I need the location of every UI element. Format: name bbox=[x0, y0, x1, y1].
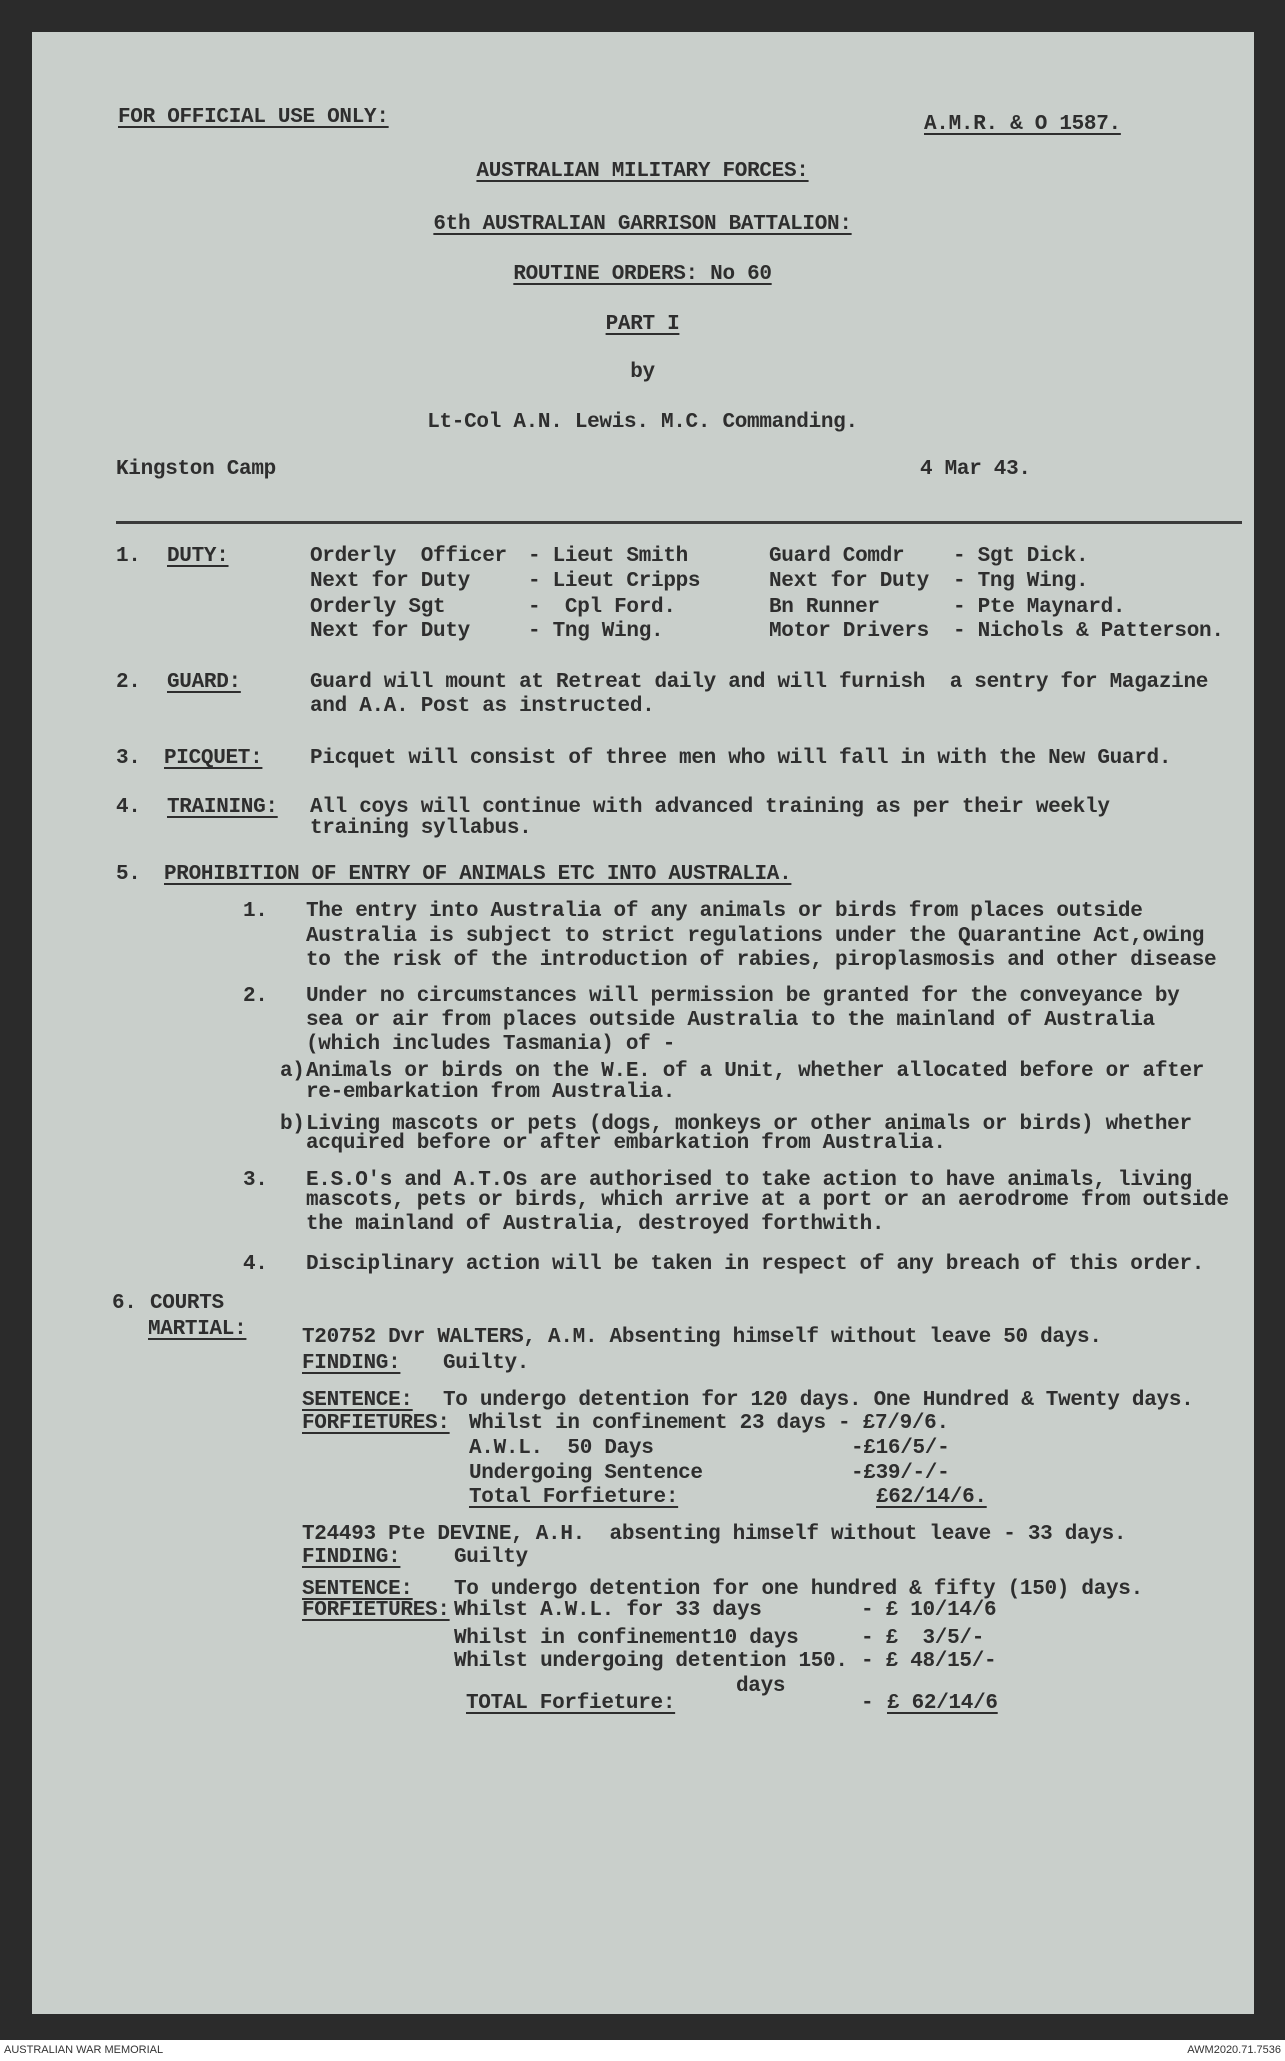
item-text: sea or air from places outside Australia to the mainland of Australia bbox=[306, 1009, 1155, 1032]
official-use-label: FOR OFFICIAL USE ONLY: bbox=[118, 106, 389, 129]
divider bbox=[116, 521, 1242, 524]
total-dash: - bbox=[861, 1692, 874, 1715]
charge-walters: T20752 Dvr WALTERS, A.M. Absenting himself without leave 50 days. bbox=[302, 1326, 1102, 1349]
duty-role: Motor Drivers bbox=[769, 620, 929, 643]
duty-role: Next for Duty bbox=[769, 570, 929, 593]
section-heading-picquet: PICQUET: bbox=[164, 747, 263, 770]
title-by: by bbox=[630, 361, 655, 384]
finding-label: FINDING: bbox=[302, 1352, 401, 1375]
title-orders: ROUTINE ORDERS: No 60 bbox=[513, 263, 772, 286]
duty-name: - Cpl Ford. bbox=[528, 596, 676, 619]
item-text: Living mascots or pets (dogs, monkeys or other animals or birds) whether bbox=[306, 1113, 1192, 1136]
duty-name: - Sgt Dick. bbox=[953, 545, 1089, 568]
item-text: acquired before or after embarkation from Australia. bbox=[306, 1132, 946, 1155]
duty-name: - Tng Wing. bbox=[953, 570, 1089, 593]
section-number: 3. bbox=[116, 747, 141, 770]
section-number: 6. bbox=[112, 1292, 137, 1315]
item-text: E.S.O's and A.T.Os are authorised to take action to have animals, living bbox=[306, 1169, 1192, 1192]
picquet-text: Picquet will consist of three men who will fall in with the New Guard. bbox=[310, 747, 1172, 770]
duty-name: - Pte Maynard. bbox=[953, 596, 1126, 619]
duty-role: Orderly Sgt bbox=[310, 596, 446, 619]
training-text: All coys will continue with advanced training as per their weekly bbox=[310, 796, 1110, 819]
title-forces: AUSTRALIAN MILITARY FORCES: bbox=[476, 160, 809, 183]
item-text: Australia is subject to strict regulations under the Quarantine Act,owing bbox=[306, 925, 1205, 948]
commanding-officer: Lt-Col A.N. Lewis. M.C. Commanding. bbox=[427, 411, 858, 434]
forfeitures-label: FORFIETURES: bbox=[302, 1599, 450, 1622]
item-text: the mainland of Australia, destroyed forthwith. bbox=[306, 1213, 885, 1236]
duty-role: Orderly Officer bbox=[310, 545, 507, 568]
item-text: re-embarkation from Australia. bbox=[306, 1081, 676, 1104]
duty-name: - Lieut Cripps bbox=[528, 570, 701, 593]
title-part: PART I bbox=[605, 313, 680, 336]
training-text: training syllabus. bbox=[310, 817, 532, 840]
section-heading-duty: DUTY: bbox=[167, 545, 229, 568]
forfeiture-amount: - £ 3/5/- bbox=[861, 1627, 985, 1650]
finding-value: Guilty bbox=[454, 1546, 528, 1569]
section-heading-guard: GUARD: bbox=[167, 671, 241, 694]
item-text: (which includes Tasmania) of - bbox=[306, 1033, 676, 1056]
section-number: 2. bbox=[116, 671, 141, 694]
duty-name: - Tng Wing. bbox=[528, 620, 664, 643]
finding-label: FINDING: bbox=[302, 1546, 401, 1569]
forfeiture-amount: -£16/5/- bbox=[851, 1437, 950, 1460]
footer-institution: AUSTRALIAN WAR MEMORIAL bbox=[4, 2044, 164, 2056]
section-heading-martial: MARTIAL: bbox=[148, 1318, 247, 1341]
forfeiture-amount: -£39/-/- bbox=[851, 1462, 950, 1485]
item-text: Under no circumstances will permission be granted for the conveyance by bbox=[306, 985, 1180, 1008]
footer-accession-number: AWM2020.71.7536 bbox=[1187, 2044, 1281, 2056]
item-text: mascots, pets or birds, which arrive at a port or an aerodrome from outside bbox=[306, 1189, 1229, 1212]
item-text: Animals or birds on the W.E. of a Unit, whether allocated before or after bbox=[306, 1060, 1205, 1083]
duty-role: Next for Duty bbox=[310, 570, 470, 593]
duty-name: - Lieut Smith bbox=[528, 545, 688, 568]
forfeiture-item: A.W.L. 50 Days bbox=[469, 1437, 654, 1460]
duty-role: Guard Comdr bbox=[769, 545, 905, 568]
item-number: 1. bbox=[243, 900, 268, 923]
item-number: 2. bbox=[243, 985, 268, 1008]
forfeiture-amount: - £ 48/15/- bbox=[861, 1650, 997, 1673]
order-date: 4 Mar 43. bbox=[920, 458, 1031, 481]
guard-text: Guard will mount at Retreat daily and will furnish a sentry for Magazine bbox=[310, 671, 1209, 694]
sentence-value: To undergo detention for 120 days. One Hundred & Twenty days. bbox=[443, 1389, 1194, 1412]
section-heading-prohibition: PROHIBITION OF ENTRY OF ANIMALS ETC INTO AUSTRALIA. bbox=[164, 863, 792, 886]
title-battalion: 6th AUSTRALIAN GARRISON BATTALION: bbox=[433, 213, 852, 236]
item-text: The entry into Australia of any animals or birds from places outside bbox=[306, 900, 1143, 923]
forfeiture-item: Whilst in confinement 23 days - £7/9/6. bbox=[469, 1412, 949, 1435]
forfeiture-item: Whilst in confinement10 days bbox=[454, 1627, 799, 1650]
forfeiture-item: Whilst A.W.L. for 33 days bbox=[454, 1599, 762, 1622]
total-forfeiture-amount: £62/14/6. bbox=[876, 1486, 987, 1509]
forfeiture-item: Undergoing Sentence bbox=[469, 1462, 703, 1485]
item-letter: a) bbox=[280, 1060, 305, 1083]
reference-number: A.M.R. & O 1587. bbox=[924, 113, 1121, 136]
duty-role: Bn Runner bbox=[769, 596, 880, 619]
forfeitures-label: FORFIETURES: bbox=[302, 1412, 450, 1435]
guard-text: and A.A. Post as instructed. bbox=[310, 695, 655, 718]
section-number: 4. bbox=[116, 796, 141, 819]
charge-devine: T24493 Pte DEVINE, A.H. absenting himself without leave - 33 days. bbox=[302, 1523, 1127, 1546]
section-heading-training: TRAINING: bbox=[167, 796, 278, 819]
finding-value: Guilty. bbox=[443, 1352, 530, 1375]
forfeiture-days: days bbox=[736, 1675, 786, 1698]
total-forfeiture-label: Total Forfieture: bbox=[469, 1486, 679, 1509]
item-number: 4. bbox=[243, 1253, 268, 1276]
sentence-value: To undergo detention for one hundred & fifty (150) days. bbox=[454, 1578, 1143, 1601]
duty-role: Next for Duty bbox=[310, 620, 470, 643]
total-forfeiture-label: TOTAL Forfieture: bbox=[466, 1692, 676, 1715]
forfeiture-amount: - £ 10/14/6 bbox=[861, 1599, 997, 1622]
section-heading-courts: COURTS bbox=[150, 1292, 224, 1315]
item-text: Disciplinary action will be taken in respect of any breach of this order. bbox=[306, 1253, 1205, 1276]
total-forfeiture-amount: £ 62/14/6 bbox=[887, 1692, 998, 1715]
item-letter: b) bbox=[280, 1113, 305, 1136]
item-text: to the risk of the introduction of rabies, piroplasmosis and other disease bbox=[306, 949, 1217, 972]
section-number: 5. bbox=[116, 863, 141, 886]
section-number: 1. bbox=[116, 545, 141, 568]
sentence-label: SENTENCE: bbox=[302, 1389, 413, 1412]
item-number: 3. bbox=[243, 1169, 268, 1192]
camp-location: Kingston Camp bbox=[116, 458, 276, 481]
forfeiture-item: Whilst undergoing detention 150. bbox=[454, 1650, 848, 1673]
duty-name: - Nichols & Patterson. bbox=[953, 620, 1224, 643]
sentence-label: SENTENCE: bbox=[302, 1578, 413, 1601]
